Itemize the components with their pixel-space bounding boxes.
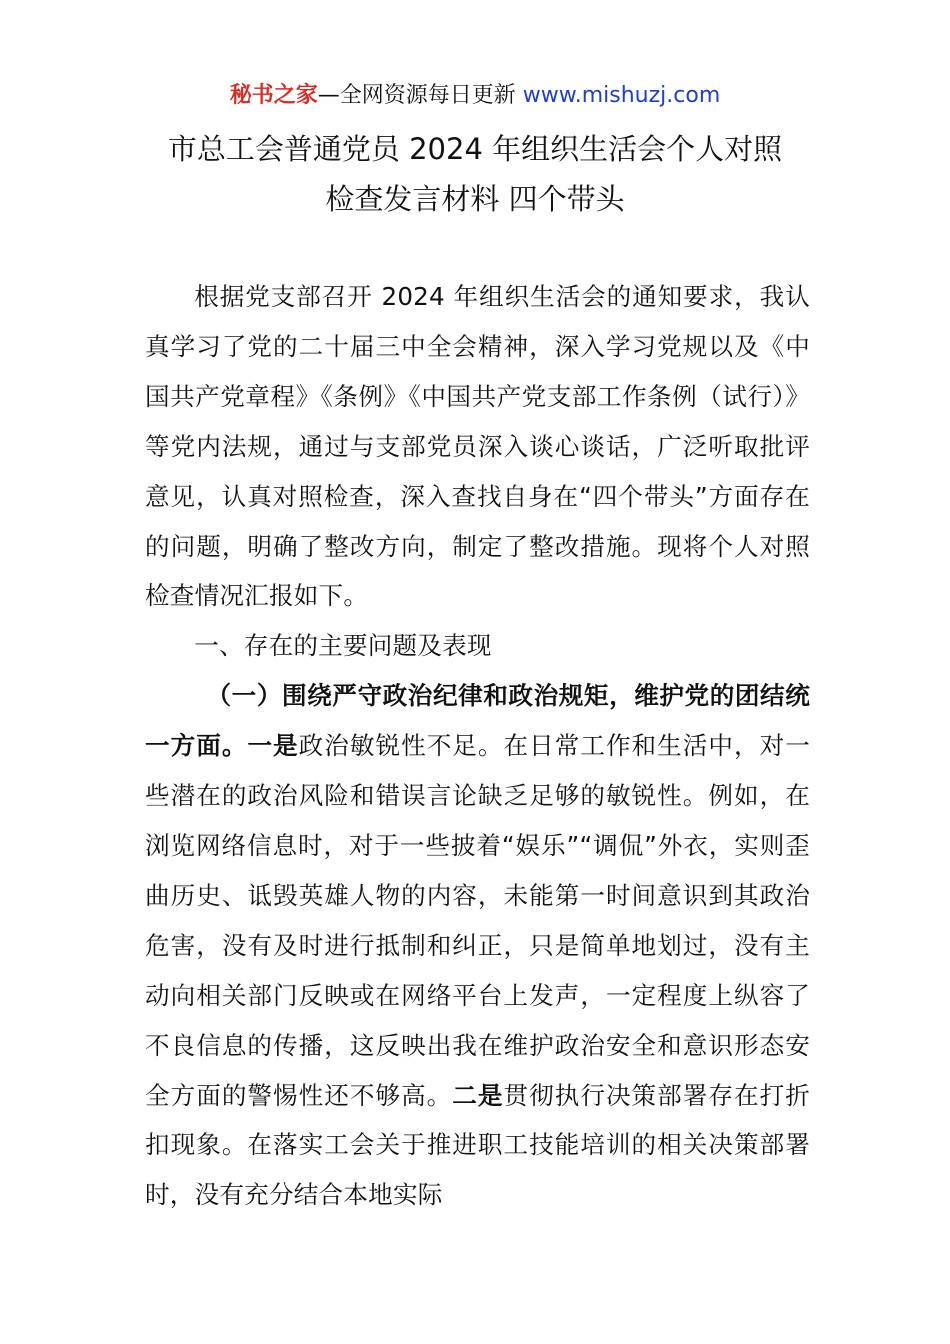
site-url[interactable]: www.mishuzj.com xyxy=(522,83,721,108)
point-2-text: 贯彻执行决策部署存在打折扣现象。在落实工会关于推进职工技能培训的相关决策部署时，没有充分结合本地实际 xyxy=(145,1080,810,1210)
subsection-1-paragraph xyxy=(145,671,810,1220)
point-1-text: 政治敏锐性不足。在日常工作和生活中，对一些潜在的政治风险和错误言论缺乏足够的敏锐性。例如，在浏览网络信息时，对于一些披着“娱乐”“调侃”外衣，实则歪曲历史、诋毁英雄人物的内容，未能第一时间意识到其政治危害，没有及时进行抵制和纠正，只是简单地划过，没有主动向相关部门反映或在网络平台上发声，一定程度上纵容了不良信息的传播，这反映出我在维护政治安全和意识形态安全方面的警惕性还不够高。 xyxy=(145,731,810,1110)
document-body xyxy=(145,272,810,1220)
section-1-heading: 一、存在的主要问题及表现 xyxy=(194,631,492,661)
point-1-label: 一是 xyxy=(247,731,299,761)
title-line-2: 检查发言材料 四个带头 xyxy=(325,182,625,216)
document-title xyxy=(120,124,830,224)
site-header xyxy=(0,80,950,112)
brand-name: 秘书之家 xyxy=(229,83,318,108)
subsection-1-heading: （一）围绕严守政治纪律和政治规矩，维护党的团结统一方面。 xyxy=(145,681,810,761)
title-line-1: 市总工会普通党员 2024 年组织生活会个人对照 xyxy=(167,132,783,166)
point-2-label: 二是 xyxy=(452,1080,504,1110)
header-tagline: —全网资源每日更新 xyxy=(317,83,523,108)
intro-paragraph: 根据党支部召开 2024 年组织生活会的通知要求，我认真学习了党的二十届三中全会精神，深入学习党规以及《中国共产党章程》《条例》《中国共产党支部工作条例（试行）》等党内法规，通过与支部党员深入谈心谈话，广泛听取批评意见，认真对照检查，深入查找自身在“四个带头”方面存在的问题，明确了整改方向，制定了整改措施。现将个人对照检查情况汇报如下。 xyxy=(145,282,810,611)
